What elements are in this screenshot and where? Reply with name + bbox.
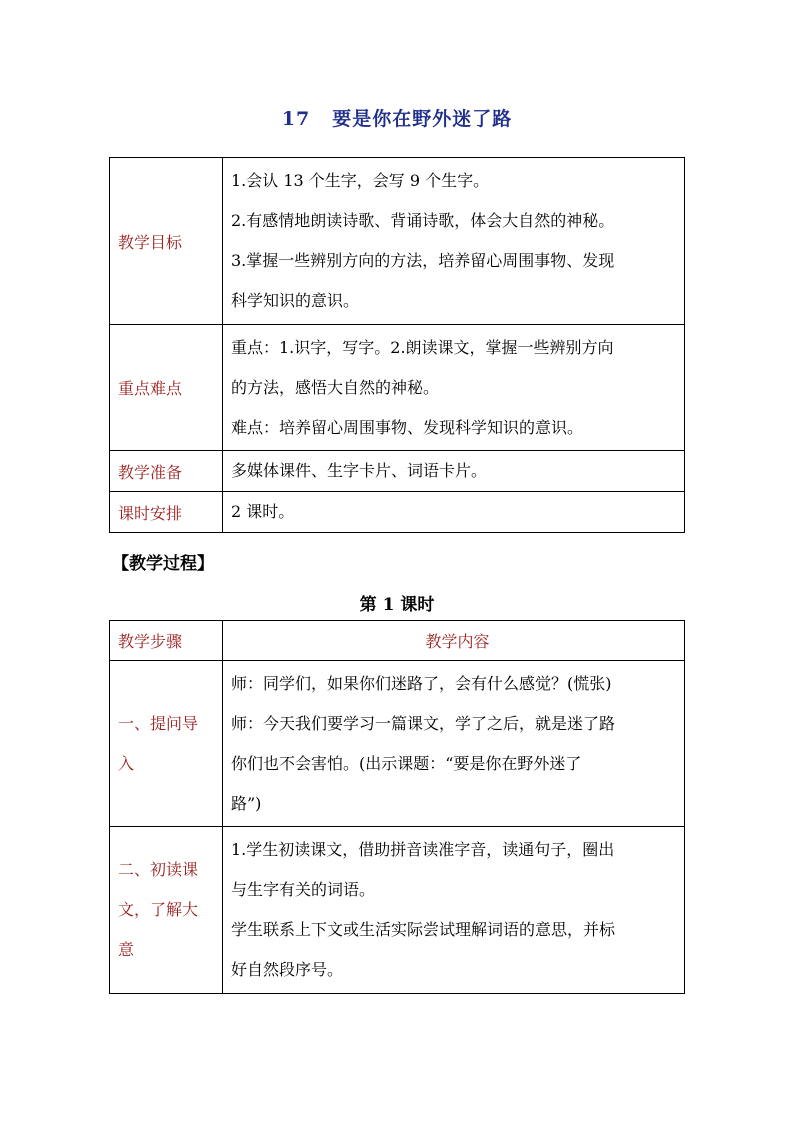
- lesson-title: 要是你在野外迷了路: [332, 108, 513, 130]
- preparation-label: 教学准备: [110, 451, 223, 492]
- table-header-row: [110, 621, 685, 661]
- step-label: [110, 661, 223, 827]
- table-row: [110, 827, 685, 994]
- table-row-schedule: [110, 492, 685, 533]
- step-content: [223, 661, 685, 827]
- table-row-key-points: [110, 325, 685, 451]
- page-title: [0, 104, 794, 131]
- step-content-line: 路”): [231, 793, 262, 813]
- objectives-line: 1.会认 13 个生字，会写 9 个生字。: [231, 171, 490, 190]
- preparation-content: [223, 451, 685, 492]
- key-points-line: 难点：培养留心周围事物、发现科学知识的意识。: [231, 417, 584, 437]
- section-heading: 【教学过程】: [112, 554, 214, 574]
- teaching-process-table: [109, 620, 685, 994]
- lesson-info-table: [109, 157, 685, 533]
- key-points-content: [223, 325, 685, 451]
- key-points-label: 重点难点: [110, 325, 223, 451]
- table-row-preparation: [110, 451, 685, 492]
- schedule-content: [223, 492, 685, 533]
- step-content-line: 师：同学们，如果你们迷路了，会有什么感觉？(慌张): [231, 673, 612, 693]
- schedule-label: 课时安排: [110, 492, 223, 533]
- period-heading: 第 1 课时: [359, 595, 435, 615]
- objectives-line: 科学知识的意识。: [231, 291, 360, 310]
- objectives-line: 2.有感情地朗读诗歌、背诵诗歌，体会大自然的神秘。: [231, 211, 615, 230]
- step-label-line: 二、初读课: [118, 860, 199, 879]
- preparation-line: 多媒体课件、生字卡片、词语卡片。: [231, 461, 488, 480]
- table-row: [110, 661, 685, 827]
- header-content: 教学内容: [223, 621, 685, 661]
- objectives-content: [223, 158, 685, 325]
- step-content-line: 1.学生初读课文，借助拼音读准字音，读通句子，圈出: [231, 840, 615, 859]
- step-content-line: 学生联系上下文或生活实际尝试理解词语的意思，并标: [231, 920, 616, 939]
- step-label-line: 入: [118, 753, 135, 773]
- objectives-label: 教学目标: [110, 158, 223, 325]
- step-content-line: 好自然段序号。: [231, 960, 344, 979]
- step-label: [110, 827, 223, 994]
- step-content-line: 与生字有关的词语。: [231, 880, 376, 899]
- step-label-line: 意: [118, 940, 135, 959]
- step-content-line: 师：今天我们要学习一篇课文，学了之后，就是迷了路: [231, 713, 616, 733]
- step-label-line: 一、提问导: [118, 713, 199, 733]
- table-row-objectives: [110, 158, 685, 325]
- lesson-number: 17: [281, 108, 311, 130]
- key-points-line: 的方法，感悟大自然的神秘。: [231, 377, 440, 397]
- step-label-line: 文，了解大: [118, 900, 199, 919]
- step-content: [223, 827, 685, 994]
- key-points-line: 重点：1.识字，写字。2.朗读课文，掌握一些辨别方向: [231, 337, 614, 357]
- schedule-line: 2 课时。: [231, 502, 295, 521]
- header-step: 教学步骤: [110, 621, 223, 661]
- objectives-line: 3.掌握一些辨别方向的方法，培养留心周围事物、发现: [231, 251, 615, 270]
- step-content-line: 你们也不会害怕。(出示课题：“要是你在野外迷了: [231, 753, 582, 773]
